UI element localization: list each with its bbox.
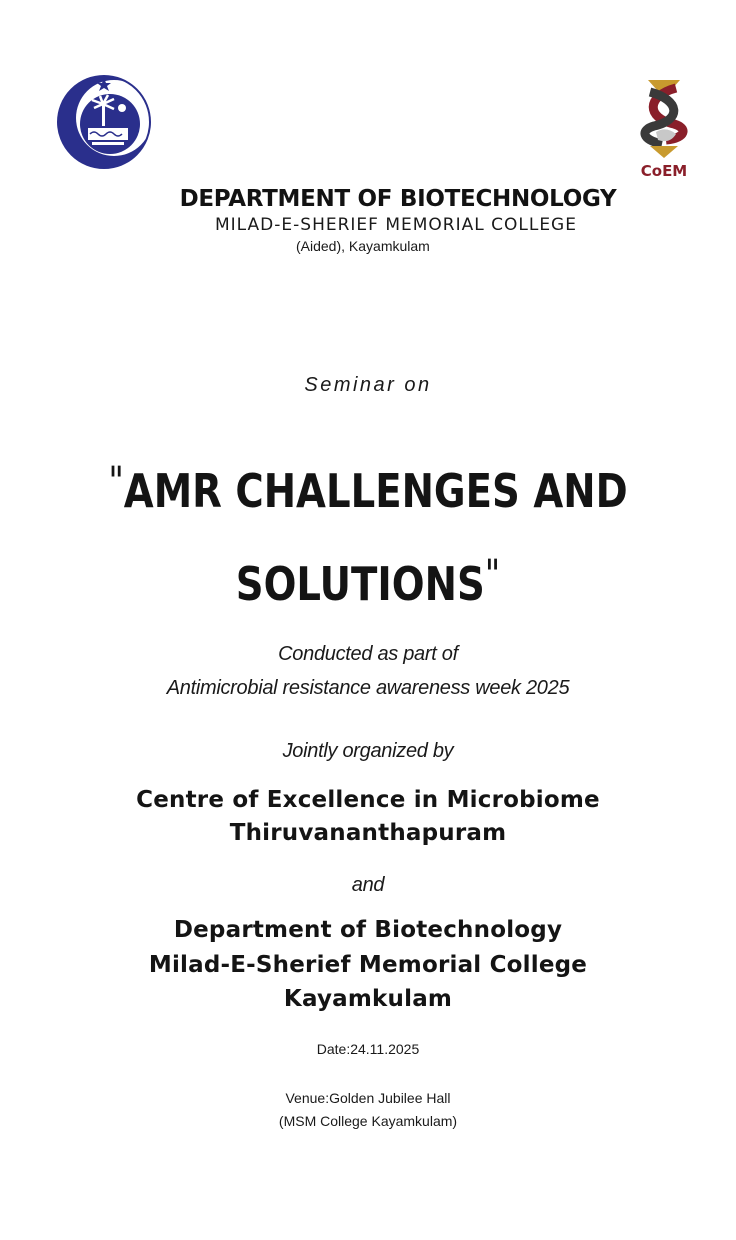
event-venue-detail: (MSM College Kayamkulam): [278, 1113, 458, 1129]
seminar-title-line-1: "AMR CHALLENGES AND: [108, 459, 628, 518]
jointly-organized-line: Jointly organized by: [282, 740, 454, 762]
open-quote: ": [108, 459, 124, 505]
college-seal-logo: [56, 74, 152, 170]
and-connector: and: [351, 874, 385, 896]
event-date: Date:24.11.2025: [316, 1041, 420, 1057]
close-quote: ": [484, 552, 501, 598]
organizer-1-name: Centre of Excellence in Microbiome: [136, 787, 600, 813]
coem-logo-text: CoEM: [640, 162, 688, 180]
college-location: (Aided), Kayamkulam: [296, 238, 430, 254]
college-name: MILAD-E-SHERIEF MEMORIAL COLLEGE: [215, 215, 577, 235]
occasion-line: Antimicrobial resistance awareness week 2025: [166, 677, 570, 699]
organizer-2-college: Milad-E-Sherief Memorial College: [148, 952, 588, 978]
conducted-line: Conducted as part of: [278, 643, 458, 665]
event-venue: Venue:Golden Jubilee Hall: [285, 1090, 451, 1106]
department-title: DEPARTMENT OF BIOTECHNOLOGY: [179, 186, 617, 212]
organizer-2-city: Kayamkulam: [283, 986, 453, 1012]
organizer-1-city: Thiruvananthapuram: [229, 820, 507, 846]
coem-logo: [636, 74, 692, 182]
seminar-title-line-2: SOLUTIONS": [235, 552, 501, 611]
seminar-title: [59, 440, 677, 626]
seminar-intro: Seminar on: [304, 374, 432, 396]
organizer-2-department: Department of Biotechnology: [173, 917, 563, 943]
